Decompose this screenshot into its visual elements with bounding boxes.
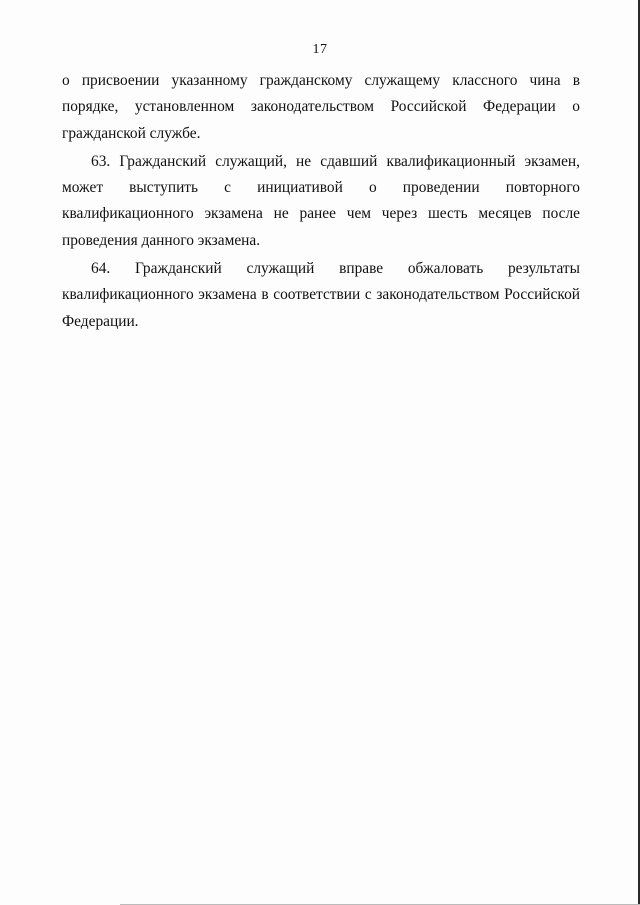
paragraph-63: 63. Гражданский служащий, не сдавший квалификационный экзамен, может выступить с инициативой о проведении повторного квалификационного экзамена не ранее чем через шесть месяцев после проведения данного экзамена.: [62, 152, 580, 249]
document-body: [62, 68, 580, 337]
page-number: 17: [312, 42, 328, 57]
paragraph-64: 64. Гражданский служащий вправе обжаловать результаты квалификационного экзамена в соответствии с законодательством Российской Федерации.: [62, 260, 580, 330]
paragraph-continuation: о присвоении указанному гражданскому служащему классного чина в порядке, установленном законодательством Российской Федерации о гражданской службе.: [62, 72, 580, 142]
